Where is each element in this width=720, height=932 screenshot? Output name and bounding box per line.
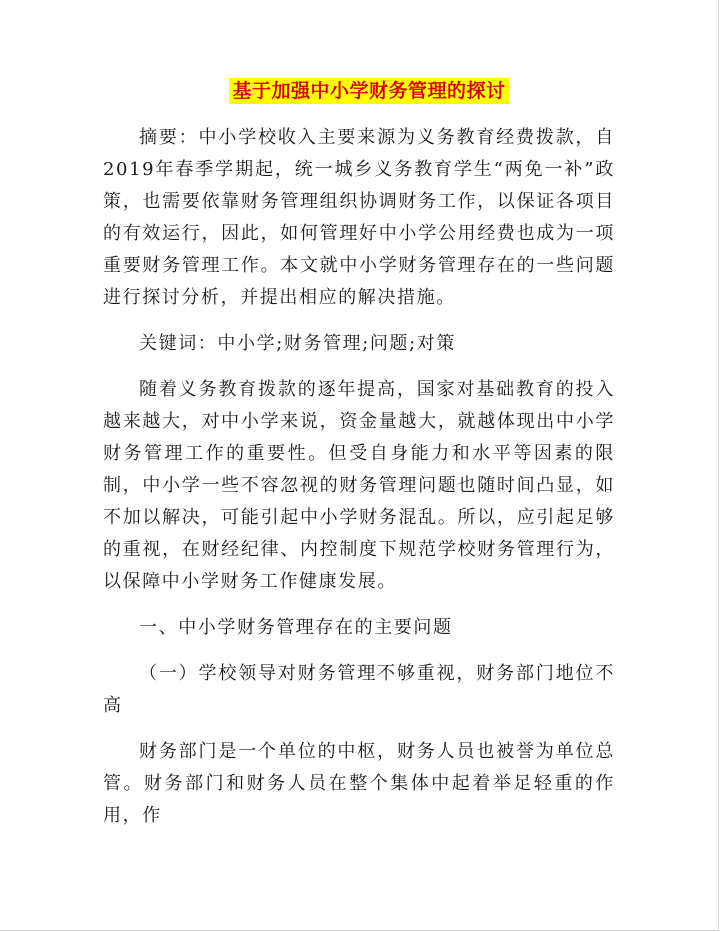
- title-wrap: [103, 78, 615, 104]
- subsection-heading: （一）学校领导对财务管理不够重视，财务部门地位不高: [103, 663, 615, 716]
- keywords-line: 关键词：中小学;财务管理;问题;对策: [139, 333, 456, 354]
- intro-paragraph: 随着义务教育拨款的逐年提高，国家对基础教育的投入越来越大，对中小学来说，资金量越大，就越体现出中小学财务管理工作的重要性。但受自身能力和水平等因素的限制，中小学一些不容忽视的财务管理问题也随时间凸显，如不加以解决，可能引起中小学财务混乱。所以，应引起足够的重视，在财经纪律、内控制度下规范学校财务管理行为，以保障中小学财务工作健康发展。: [103, 379, 615, 592]
- subsection-paragraph: 财务部门是一个单位的中枢，财务人员也被誉为单位总管。财务部门和财务人员在整个集体中起着举足轻重的作用，作: [103, 741, 615, 826]
- section-heading: 一、中小学财务管理存在的主要问题: [139, 617, 453, 638]
- document-body: [103, 78, 615, 832]
- document-title: 基于加强中小学财务管理的探讨: [229, 78, 508, 104]
- abstract-paragraph: 摘要：中小学校收入主要来源为义务教育经费拨款，自2019年春季学期起，统一城乡义务教育学生“两免一补”政策，也需要依靠财务管理组织协调财务工作，以保证各项目的有效运行，因此，如何管理好中小学公用经费也成为一项重要财务管理工作。本文就中小学财务管理存在的一些问题进行探讨分析，并提出相应的解决措施。: [103, 127, 615, 308]
